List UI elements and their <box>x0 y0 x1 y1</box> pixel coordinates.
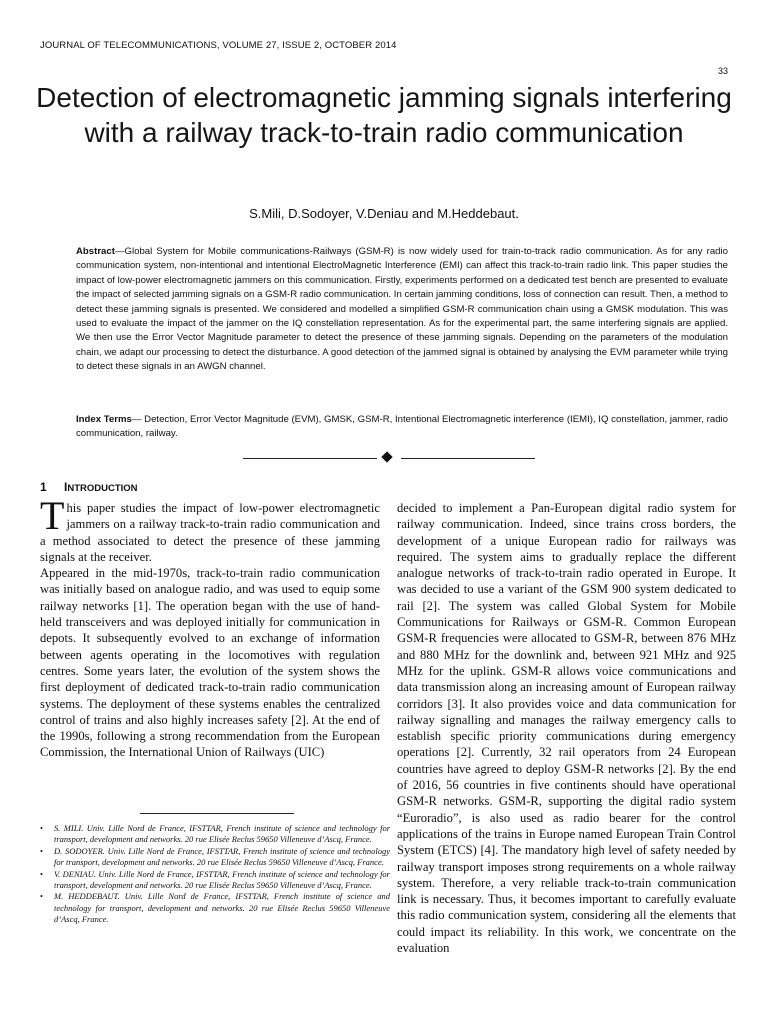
section-number: 1 <box>40 480 47 494</box>
footnote-text: M. HEDDEBAUT. Univ. Lille Nord de France, IFSTTAR, French institute of science and technology for transport, development and networks. 20 rue Elisée Reclus 59650 Villeneuve d’Ascq, France. <box>54 891 390 925</box>
drop-cap: T <box>40 500 65 538</box>
running-header: JOURNAL OF TELECOMMUNICATIONS, VOLUME 27, ISSUE 2, OCTOBER 2014 <box>40 40 397 51</box>
separator-line-right <box>401 458 535 459</box>
footnote-item <box>40 891 390 925</box>
intro-paragraph-3: decided to implement a Pan-European digital radio system for railway communication. Indeed, since trains cross borders, the development of a unique European radio for railways was required. The system aims to gradually replace the different analogue networks of track-to-train radio operated in Europe. It was decided to use a variant of the GSM 900 system dedicated to rail [2]. The system was called Global System for Mobile Communications for Railways or GSM-R. Common European GSM-R frequencies were allocated to GSM-R, between 876 MHz and 880 MHz for the downlink and, between 921 MHz and 925 MHz for the uplink. GSM-R allows voice communications and data transmission along an increasing amount of European railway corridors [3]. It also provides voice and data communication for railway signalling and manages the railway emergency calls to establish specific priority communications during emergency operations [2]. Currently, 32 rail operators from 24 European countries have agreed to deploy GSM-R networks [2]. By the end of 2016, 56 countries in five continents should have operational GSM-R networks. GSM-R, supporting the digital radio system “Euroradio”, is also used as radio bearer for the control applications of the trains in Europe named European Train Control System (ETCS) [4]. The mandatory high level of safety needed by railway transport imposes strong requirements on a whole railway system. Therefore, a very reliable track-to-train communication link is necessary. Thus, it becomes important to carefully evaluate this radio communication system, considering all the elements that could impact its reliability. In this work, we concentrate on the evaluation <box>397 501 736 956</box>
body-column-left <box>40 500 380 800</box>
bullet-icon: • <box>40 823 43 833</box>
intro-paragraph-1: his paper studies the impact of low-power electromagnetic jammers on a railway track-to-train radio communication and a method associated to detect the presence of these jamming signals at the receiver. <box>40 501 380 564</box>
section-title-rest: NTRODUCTION <box>67 483 138 494</box>
footnote-item <box>40 823 390 846</box>
abstract <box>76 245 728 375</box>
intro-paragraph-2: Appeared in the mid-1970s, track-to-train radio communication was initially based on analogue radio, and was used to equip some railway networks [1]. The operation began with the use of hand-held transceivers and was deployed initially for communication in depots. It subsequently evolved to an exchange of information between agents operating in the locomotives with regulation centres. Some years later, the evolution of the system shows the first deployment of dedicated track-to-train radio communication systems. The deployment of these systems enables the centralized control of trains and also highly increases safety [2]. At the end of the 1990s, following a strong recommendation from the European Commission, the International Union of Railways (UIC) <box>40 566 380 760</box>
abstract-text: Global System for Mobile communications-Railways (GSM-R) is now widely used for train-to-track radio communication. As for any radio communication system, non-intentional and intentional ElectroMagnetic Interference (EMI) can affect this track-to-train radio link. This paper studies the impact of low-power electromagnetic jammers on this communication. Firstly, experiments performed on a dedicated test bench are presented to evaluate the impact of selected jamming signals on a GSM-R radio communication. In certain jamming conditions, loss of connection can result. Then, a method to detect these jamming signals is presented. We considered and modelled a simplified GSM-R communication chain using a GMSK modulation. This was used to evaluate the impact of the jammer on the IQ constellation representation. As for the experimental part, the same interfering signals are applied. We then use the Error Vector Magnitude parameter to detect the presence of these jamming signals. Depending on the parameters of the modulation chain, we adapt our processing to detect the disturbance. A good detection of the jammed signal is obtained by analysing the EVM parameter while trying to detect these signals in an AWGN channel. <box>76 246 728 373</box>
author-list: S.Mili, D.Sodoyer, V.Deniau and M.Heddebaut. <box>249 206 519 221</box>
bullet-icon: • <box>40 868 43 879</box>
page-number: 33 <box>717 66 728 76</box>
body-column-right <box>397 500 736 1020</box>
section-heading <box>40 480 138 494</box>
author-footnotes <box>40 823 390 926</box>
bullet-icon: • <box>40 845 43 856</box>
footnote-rule <box>140 813 294 814</box>
bullet-icon: • <box>40 891 43 902</box>
abstract-dash: — <box>114 246 125 257</box>
footnote-text: S. MILI. Univ. Lille Nord de France, IFSTTAR, French institute of science and technology for transport, development and networks. 20 rue Elisée Reclus 59650 Villeneuve d’Ascq, France. <box>54 823 390 845</box>
footnote-text: V. DENIAU. Univ. Lille Nord de France, IFSTTAR, French institute of science and technology for transport, development and networks. 20 rue Elisée Reclus 59650 Villeneuve d’Ascq, France. <box>54 868 390 891</box>
section-separator <box>243 451 535 465</box>
diamond-icon <box>381 451 392 462</box>
index-terms-label: Index Terms <box>76 414 132 425</box>
index-terms-text: Detection, Error Vector Magnitude (EVM), GMSK, GSM-R, Intentional Electromagnetic interference (IEMI), IQ constellation, jammer, radio communication, railway. <box>76 414 728 440</box>
footnote-item <box>40 869 390 892</box>
abstract-label: Abstract <box>76 246 115 257</box>
separator-line-left <box>243 458 377 459</box>
footnote-text: D. SODOYER. Univ. Lille Nord de France, IFSTTAR, French institute of science and technology for transport, development and networks. 20 rue Elisée Reclus 59650 Villeneuve d’Ascq, France. <box>54 845 390 868</box>
index-terms <box>76 413 728 442</box>
section-title-initial: I <box>64 480 68 494</box>
footnote-item <box>40 846 390 869</box>
paper-title: Detection of electromagnetic jamming signals interfering with a railway track-to-train radio communication <box>36 82 732 148</box>
index-terms-dash: — <box>131 414 142 425</box>
